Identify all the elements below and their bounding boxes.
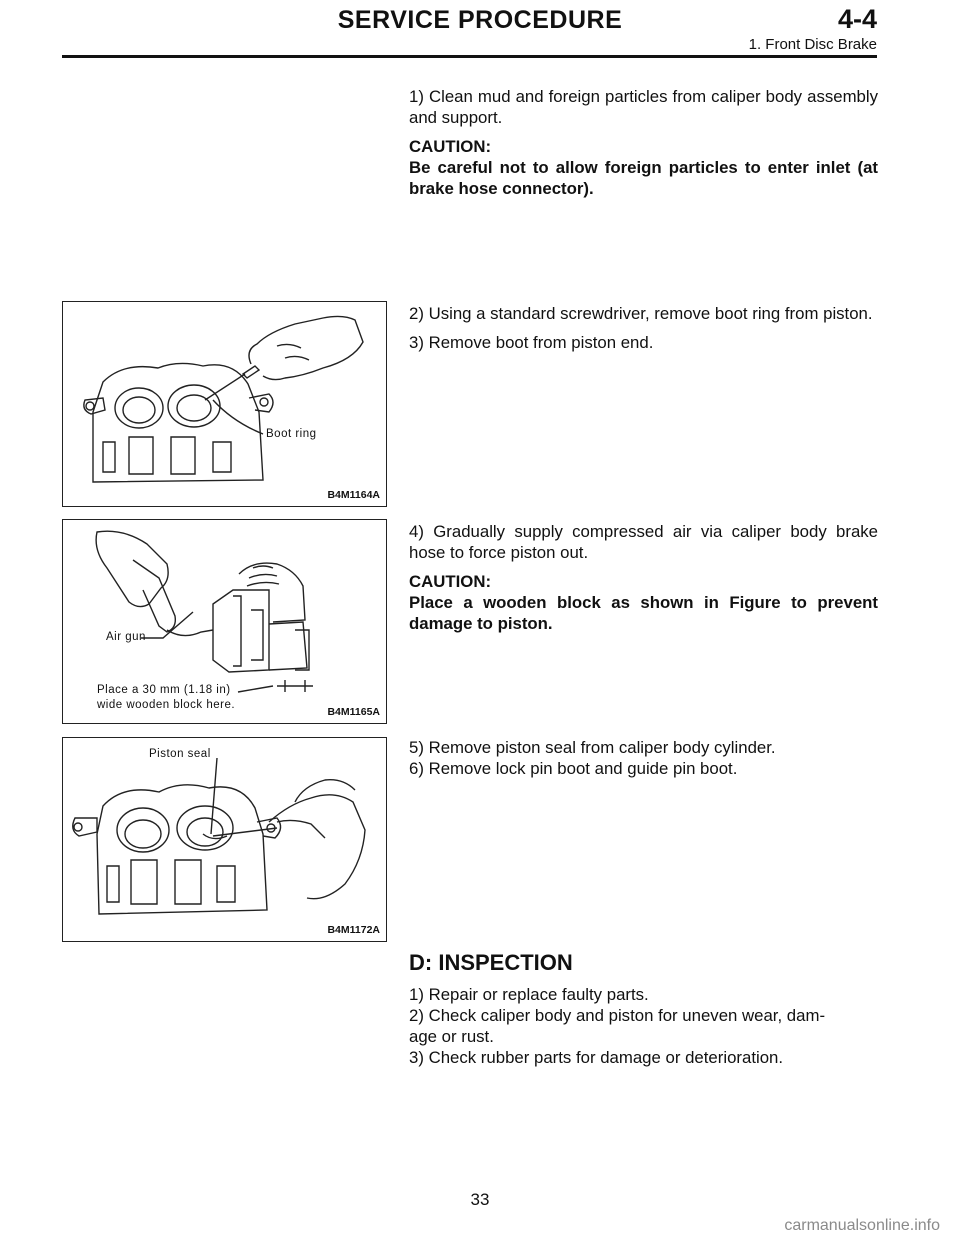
caution-label-2: CAUTION:	[409, 572, 492, 591]
section-subtitle: 1. Front Disc Brake	[748, 36, 877, 53]
step-5-6-block	[409, 737, 878, 779]
figure-air-gun	[62, 519, 387, 724]
inspection-item-2b: age or rust.	[409, 1027, 494, 1046]
label-wooden-block-1: Place a 30 mm (1.18 in)	[97, 684, 231, 696]
header-rule	[62, 55, 877, 58]
step-3-text: 3) Remove boot from piston end.	[409, 333, 654, 352]
label-piston-seal: Piston seal	[149, 748, 211, 760]
inspection-item-1: 1) Repair or replace faulty parts.	[409, 985, 649, 1004]
step-5-text: 5) Remove piston seal from caliper body cylinder.	[409, 738, 776, 757]
label-wooden-block-2: wide wooden block here.	[97, 699, 236, 711]
piston-seal-illustration	[63, 738, 386, 941]
figure-piston-seal	[62, 737, 387, 942]
figure-3-code: B4M1172A	[327, 924, 380, 936]
watermark: carmanualsonline.info	[784, 1217, 940, 1234]
inspection-item-3: 3) Check rubber parts for damage or deterioration.	[409, 1048, 784, 1067]
caution-text-2: Place a wooden block as shown in Figure to prevent damage to piston.	[409, 593, 878, 633]
caliper-boot-ring-illustration	[63, 302, 386, 506]
step-4-text: 4) Gradually supply compressed air via caliper body brake hose to force piston out.	[409, 522, 878, 562]
figure-boot-ring	[62, 301, 387, 507]
step-2-3-block	[409, 303, 878, 361]
step-1-block	[409, 86, 878, 199]
section-code: 4-4	[837, 4, 877, 34]
page-number: 33	[470, 1190, 490, 1209]
step-6-text: 6) Remove lock pin boot and guide pin boot.	[409, 759, 738, 778]
inspection-heading: D: INSPECTION	[409, 950, 573, 975]
figure-1-code: B4M1164A	[327, 489, 380, 501]
inspection-item-2a: 2) Check caliper body and piston for uneven wear, dam-	[409, 1006, 826, 1025]
inspection-block	[409, 984, 878, 1068]
label-boot-ring: Boot ring	[266, 428, 317, 440]
step-1-text: 1) Clean mud and foreign particles from caliper body assembly and support.	[409, 87, 878, 127]
caution-text: Be careful not to allow foreign particles to enter inlet (at brake hose connector).	[409, 158, 878, 198]
section-title: SERVICE PROCEDURE	[337, 6, 623, 34]
caution-label: CAUTION:	[409, 137, 492, 156]
step-4-block	[409, 521, 878, 634]
step-2-text: 2) Using a standard screwdriver, remove boot ring from piston.	[409, 304, 873, 323]
label-air-gun: Air gun	[106, 631, 146, 643]
figure-2-code: B4M1165A	[327, 706, 380, 718]
